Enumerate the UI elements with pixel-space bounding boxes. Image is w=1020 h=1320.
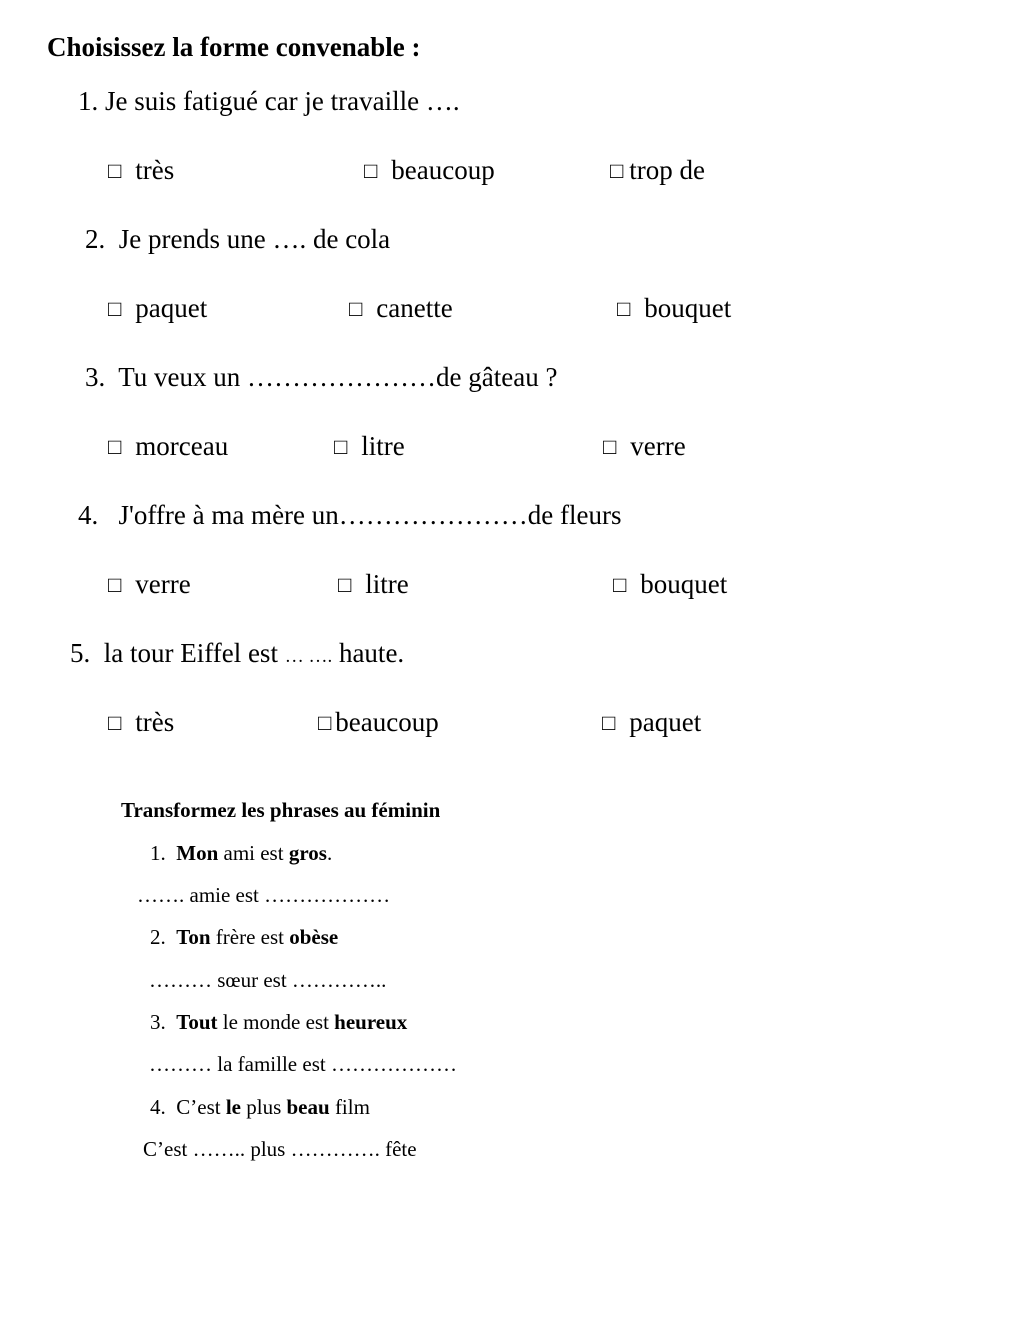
checkbox-icon[interactable]: □	[108, 434, 122, 459]
sentence-3: 3. Tout le monde est heureux	[150, 1010, 408, 1034]
question-text: Tu veux un …………………de gâteau ?	[118, 362, 558, 392]
checkbox-icon[interactable]: □	[108, 158, 122, 183]
option-label: paquet	[629, 707, 702, 737]
sentence-4: 4. C’est le plus beau film	[150, 1095, 370, 1119]
question-text: la tour Eiffel est … …. haute.	[103, 638, 405, 668]
option-2c[interactable]	[617, 293, 731, 324]
question-5	[70, 638, 404, 669]
option-label: verre	[135, 569, 191, 599]
question-text: Je suis fatigué car je travaille ….	[105, 86, 460, 116]
checkbox-icon[interactable]: □	[349, 296, 363, 321]
answer-line-3[interactable]: ……… la famille est ………………	[149, 1052, 457, 1076]
checkbox-icon[interactable]: □	[338, 572, 352, 597]
question-3	[85, 362, 557, 393]
option-label: très	[135, 707, 175, 737]
option-4b[interactable]	[338, 569, 409, 600]
option-label: verre	[630, 431, 686, 461]
option-label: très	[135, 155, 175, 185]
option-label: beaucoup	[391, 155, 495, 185]
option-label: trop de	[629, 155, 706, 185]
checkbox-icon[interactable]: □	[334, 434, 348, 459]
checkbox-icon[interactable]: □	[610, 158, 624, 183]
exercise-1-title: Choisissez la forme convenable :	[47, 32, 421, 62]
option-4c[interactable]	[613, 569, 727, 600]
option-5b[interactable]	[318, 707, 439, 738]
option-3a[interactable]	[108, 431, 228, 462]
option-2a[interactable]	[108, 293, 207, 324]
option-1c[interactable]	[610, 155, 705, 186]
question-number: 1.	[78, 86, 99, 116]
checkbox-icon[interactable]: □	[602, 710, 616, 735]
option-label: paquet	[135, 293, 208, 323]
option-3b[interactable]	[334, 431, 405, 462]
checkbox-icon[interactable]: □	[318, 710, 332, 735]
checkbox-icon[interactable]: □	[617, 296, 631, 321]
checkbox-icon[interactable]: □	[108, 710, 122, 735]
option-label: beaucoup	[335, 707, 439, 737]
question-number: 2.	[85, 224, 106, 254]
exercise-2-title: Transformez les phrases au féminin	[121, 798, 441, 822]
option-2b[interactable]	[349, 293, 453, 324]
option-3c[interactable]	[603, 431, 686, 462]
checkbox-icon[interactable]: □	[364, 158, 378, 183]
option-5a[interactable]	[108, 707, 174, 738]
question-number: 4.	[78, 500, 99, 530]
option-4a[interactable]	[108, 569, 191, 600]
checkbox-icon[interactable]: □	[613, 572, 627, 597]
question-1	[78, 86, 460, 117]
checkbox-icon[interactable]: □	[603, 434, 617, 459]
checkbox-icon[interactable]: □	[108, 296, 122, 321]
question-4	[78, 500, 621, 531]
sentence-2: 2. Ton frère est obèse	[150, 925, 339, 949]
option-1b[interactable]	[364, 155, 495, 186]
option-label: bouquet	[644, 293, 732, 323]
question-number: 3.	[85, 362, 106, 392]
checkbox-icon[interactable]: □	[108, 572, 122, 597]
question-text: J'offre à ma mère un…………………de fleurs	[118, 500, 622, 530]
answer-line-4[interactable]: C’est …….. plus …………. fête	[143, 1137, 417, 1161]
option-1a[interactable]	[108, 155, 174, 186]
option-5c[interactable]	[602, 707, 701, 738]
answer-line-2[interactable]: ……… sœur est …………..	[149, 968, 387, 992]
question-number: 5.	[70, 638, 91, 668]
question-text: Je prends une …. de cola	[118, 224, 391, 254]
option-label: litre	[361, 431, 405, 461]
sentence-1: 1. Mon ami est gros.	[150, 841, 333, 865]
answer-line-1[interactable]: ……. amie est ………………	[137, 883, 391, 907]
option-label: litre	[365, 569, 409, 599]
option-label: bouquet	[640, 569, 728, 599]
option-label: morceau	[135, 431, 229, 461]
question-2	[85, 224, 390, 255]
option-label: canette	[376, 293, 453, 323]
